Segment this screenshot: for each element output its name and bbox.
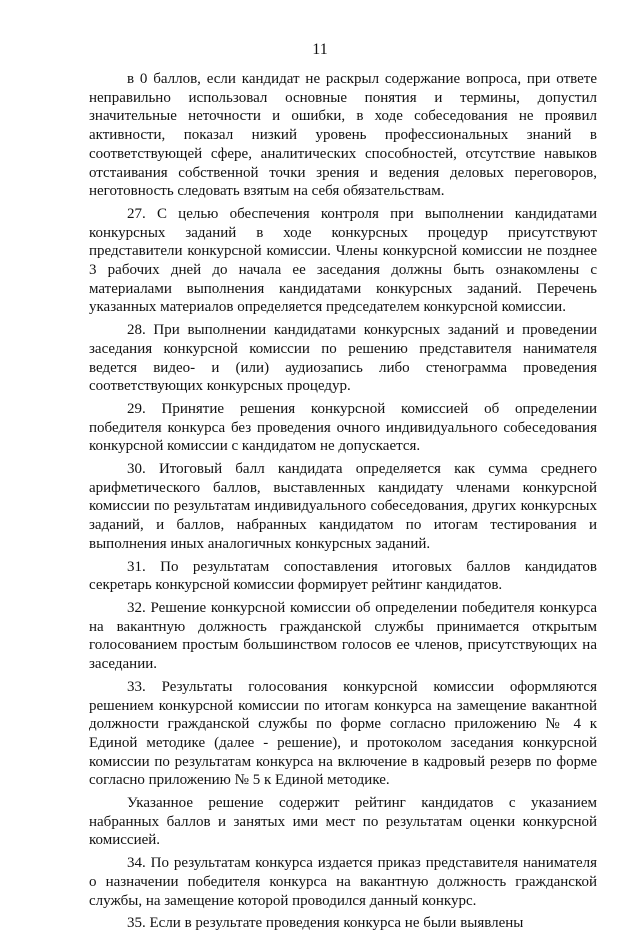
paragraph-33: 33. Результаты голосования конкурсной комиссии оформляются решением конкурсной комиссии по итогам конкурса на замещение вакантной должности гражданской службы по форме согласно приложению № 4 к Единой методике (далее - решение), и протоколом заседания конкурсной комиссии по результатам конкурса на включение в кадровый резерв по форме согласно приложению № 5 к Единой методике. — [89, 678, 597, 789]
paragraph-26-continuation: в 0 баллов, если кандидат не раскрыл содержание вопроса, при ответе неправильно использовал основные понятия и термины, допустил значительные неточности и ошибки, в ходе собеседования не проявил активности, показал низкий уровень профессиональных знаний в соответствующей сфере, аналитических способностей, отсутствие навыков отстаивания собственной точки зрения и ведения деловых переговоров, неготовность следовать взятым на себя обязательствам. — [89, 71, 597, 200]
paragraph-34: 34. По результатам конкурса издается приказ представителя нанимателя о назначении победителя конкурса на вакантную должность гражданской службы, на замещение которой проводился данный конкурс. — [89, 855, 597, 909]
paragraph-31: 31. По результатам сопоставления итоговых баллов кандидатов секретарь конкурсной комиссии формирует рейтинг кандидатов. — [89, 558, 597, 594]
paragraph-27: 27. С целью обеспечения контроля при выполнении кандидатами конкурсных заданий в ходе конкурсных процедур присутствуют представители конкурсной комиссии. Члены конкурсной комиссии не позднее 3 рабочих дней до начала ее заседания должны быть ознакомлены с материалами выполнения кандидатами конкурсных заданий. Перечень указанных материалов определяется председателем конкурсной комиссии. — [89, 205, 597, 316]
paragraph-35-start: 35. Если в результате проведения конкурса не были выявлены — [127, 915, 524, 932]
page-number: 11 — [312, 41, 328, 58]
paragraph-29: 29. Принятие решения конкурсной комиссией об определении победителя конкурса без проведения очного индивидуального собеседования конкурсной комиссии с кандидатом не допускается. — [89, 400, 597, 455]
paragraph-33-rating-note: Указанное решение содержит рейтинг кандидатов с указанием набранных баллов и занятых ими мест по результатам оценки конкурсной комиссией. — [89, 795, 597, 849]
paragraph-30: 30. Итоговый балл кандидата определяется как сумма среднего арифметического баллов, выставленных кандидату членами конкурсной комиссии по результатам индивидуального собеседования, других конкурсных заданий, и баллов, набранных кандидатом по итогам тестирования и выполнения иных аналогичных конкурсных заданий. — [89, 461, 597, 552]
paragraph-32: 32. Решение конкурсной комиссии об определении победителя конкурса на вакантную должность гражданской службы принимается открытым голосованием простым большинством голосов ее членов, присутствующих на заседании. — [89, 599, 597, 673]
document-body — [89, 70, 597, 937]
paragraph-28: 28. При выполнении кандидатами конкурсных заданий и проведении заседания конкурсной комиссии по решению представителя нанимателя ведется видео- и (или) аудиозапись либо стенограмма проведения соответствующих конкурсных процедур. — [89, 322, 597, 395]
